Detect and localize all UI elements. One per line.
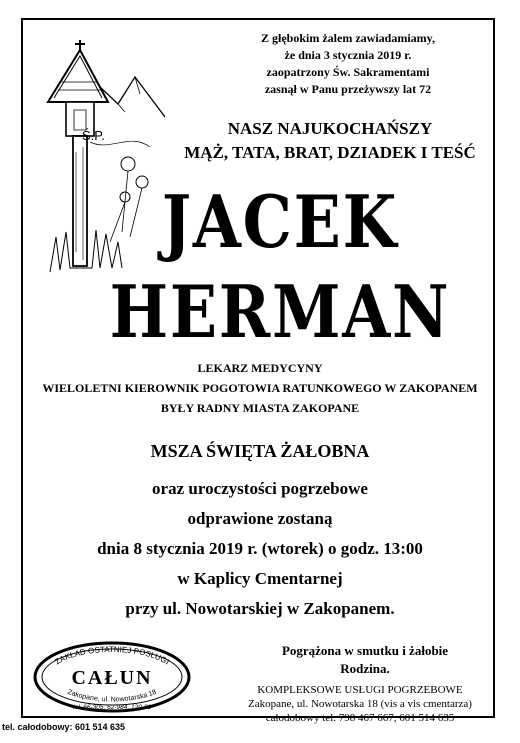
logo-address: Zakopane, ul. Nowotarska 18 [66, 688, 158, 704]
ceremony-line: odprawione zostaną [187, 509, 333, 528]
intro-line: zaopatrzony Św. Sakramentami [266, 65, 430, 79]
sp-label: Ś.P. [82, 128, 105, 143]
logo-name: CAŁUN [71, 667, 153, 689]
ceremony-line: przy ul. Nowotarskiej w Zakopanem. [125, 599, 395, 618]
title-line: LEKARZ MEDYCYNY [197, 361, 323, 375]
intro-text [218, 30, 478, 98]
services-line: Zakopane, ul. Nowotarska 18 (vis a vis cmentarza) [248, 698, 472, 710]
intro-line: zasnął w Panu przeżywszy lat 72 [264, 82, 432, 96]
funeral-services-info [200, 683, 520, 725]
ceremony-details [30, 474, 490, 624]
services-line: KOMPLEKSOWE USŁUGI POGRZEBOWE [257, 684, 463, 696]
ceremony-line: dnia 8 stycznia 2019 r. (wtorek) o godz. 13:00 [97, 539, 423, 558]
grief-signature [255, 642, 475, 678]
mass-heading: MSZA ŚWIĘTA ŻAŁOBNA [150, 441, 370, 461]
first-name: JACEK [161, 179, 399, 264]
relation-line: NASZ NAJUKOCHAŃSZY [227, 119, 433, 138]
logo-phone: tel. 66-305, 62-984, 120-81 [72, 704, 152, 711]
title-line: BYŁY RADNY MIASTA ZAKOPANE [160, 401, 360, 415]
grief-line: Rodzina. [340, 661, 390, 676]
services-line: całodobowy tel. 798 467 667, 601 514 635 [265, 712, 455, 724]
logo-top-text: ZAKŁAD OSTATNIEJ POSŁUGI [53, 644, 172, 667]
ceremony-line: w Kaplicy Cmentarnej [177, 569, 343, 588]
ceremony-line: oraz uroczystości pogrzebowe [152, 479, 368, 498]
professional-titles [30, 358, 490, 418]
title-line: WIELOLETNI KIEROWNIK POGOTOWIA RATUNKOWEGO W ZAKOPANEM [42, 381, 478, 395]
relation-line: MĄŻ, TATA, BRAT, DZIADEK I TEŚĆ [184, 143, 476, 162]
intro-line: Z głębokim żalem zawiadamiamy, [261, 31, 435, 45]
last-name: HERMAN [109, 269, 451, 354]
intro-line: że dnia 3 stycznia 2019 r. [284, 48, 412, 62]
grief-line: Pogrążona w smutku i żałobie [281, 643, 449, 658]
footer-phone: tel. całodobowy: 601 514 635 [2, 722, 126, 732]
calun-logo [32, 640, 192, 714]
